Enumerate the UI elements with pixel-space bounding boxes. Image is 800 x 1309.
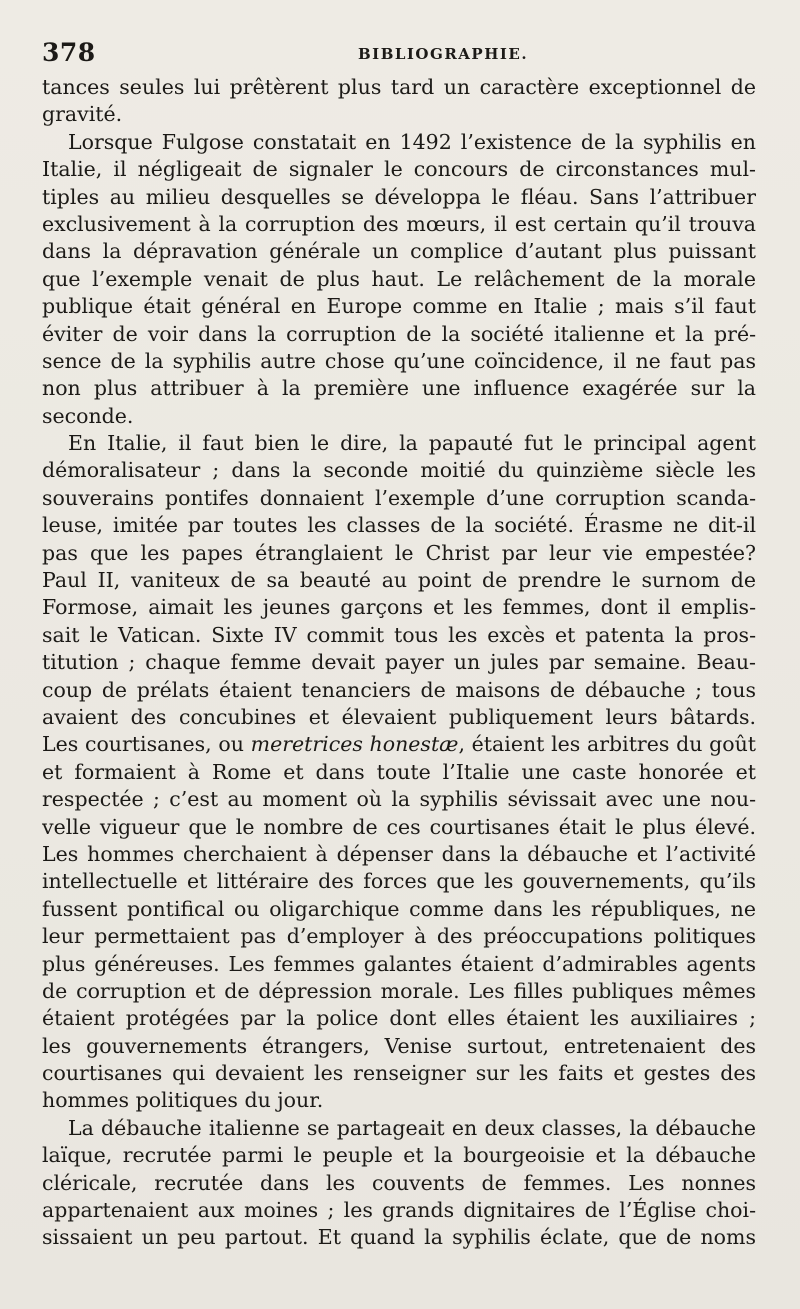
text-line: Les courtisanes, ou meretrices honestæ, étaient les arbitres du goût — [42, 732, 756, 757]
running-head: BIBLIOGRAPHIE. — [358, 45, 529, 63]
text-line: démoralisateur ; dans la seconde moitié du quinzième siècle les — [42, 458, 756, 483]
text-line: sence de la syphilis autre chose qu’une coïncidence, il ne faut pas — [42, 348, 756, 373]
text-line: hommes politiques du jour. — [42, 1088, 324, 1113]
text-line: étaient protégées par la police dont elles étaient les auxiliaires ; — [42, 1006, 756, 1031]
text-line: En Italie, il faut bien le dire, la papauté fut le principal agent — [68, 431, 756, 456]
text-line: Formose, aimait les jeunes garçons et les femmes, dont il emplis- — [42, 595, 756, 620]
text-line: tiples au milieu desquelles se développa le fléau. Sans l’attribuer — [42, 184, 756, 209]
text-line: laïque, recrutée parmi le peuple et la bourgeoisie et la débauche — [42, 1143, 756, 1168]
text-line: éviter de voir dans la corruption de la société italienne et la pré- — [42, 321, 756, 346]
text-line: intellectuelle et littéraire des forces que les gouvernements, qu’ils — [42, 869, 756, 894]
text-line: respectée ; c’est au moment où la syphilis sévissait avec une nou- — [42, 787, 756, 812]
text-line: appartenaient aux moines ; les grands dignitaires de l’Église choi- — [42, 1198, 756, 1223]
text-line: cléricale, recrutée dans les couvents de femmes. Les nonnes — [42, 1170, 756, 1195]
text-line: exclusivement à la corruption des mœurs, il est certain qu’il trouva — [42, 211, 756, 236]
text-line: Lorsque Fulgose constatait en 1492 l’existence de la syphilis en — [68, 129, 756, 154]
text-line: non plus attribuer à la première une influence exagérée sur la — [42, 376, 756, 401]
text-line: de corruption et de dépression morale. Les filles publiques mêmes — [42, 978, 756, 1003]
text-line: souverains pontifes donnaient l’exemple d’une corruption scanda- — [42, 485, 756, 510]
text-line: fussent pontifical ou oligarchique comme dans les républiques, ne — [42, 896, 756, 921]
text-line: gravité. — [42, 102, 123, 127]
text-line: Paul II, vaniteux de sa beauté au point de prendre le surnom de — [42, 568, 756, 593]
body-text — [42, 74, 756, 1252]
page-number: 378 — [42, 38, 96, 67]
text-line: sait le Vatican. Sixte IV commit tous les excès et patenta la pros- — [42, 622, 756, 647]
text-line: velle vigueur que le nombre de ces courtisanes était le plus élevé. — [42, 814, 756, 839]
page-header — [42, 38, 758, 68]
text-line: et formaient à Rome et dans toute l’Italie une caste honorée et — [42, 759, 756, 784]
text-line: leur permettaient pas d’employer à des préoccupations politiques — [42, 924, 756, 949]
text-line: pas que les papes étranglaient le Christ par leur vie empestée? — [42, 540, 756, 565]
text-line: les gouvernements étrangers, Venise surtout, entretenaient des — [42, 1033, 756, 1058]
text-line: leuse, imitée par toutes les classes de la société. Érasme ne dit-il — [42, 513, 756, 538]
text-line: La débauche italienne se partageait en deux classes, la débauche — [68, 1115, 756, 1140]
text-line: Les hommes cherchaient à dépenser dans la débauche et l’activité — [42, 841, 756, 866]
text-line: coup de prélats étaient tenanciers de maisons de débauche ; tous — [42, 677, 756, 702]
text-line: avaient des concubines et élevaient publiquement leurs bâtards. — [42, 704, 756, 729]
text-line: que l’exemple venait de plus haut. Le relâchement de la morale — [42, 266, 756, 291]
text-line: Italie, il négligeait de signaler le concours de circonstances mul- — [42, 157, 756, 182]
text-line: dans la dépravation générale un complice d’autant plus puissant — [42, 239, 756, 264]
italic-phrase: meretrices honestæ — [250, 732, 459, 757]
text-line: courtisanes qui devaient les renseigner sur les faits et gestes des — [42, 1061, 756, 1086]
text-line: publique était général en Europe comme en Italie ; mais s’il faut — [42, 294, 756, 319]
text-line: titution ; chaque femme devait payer un jules par semaine. Beau- — [42, 650, 756, 675]
text-line: tances seules lui prêtèrent plus tard un caractère exceptionnel de — [42, 75, 756, 99]
text-line: seconde. — [42, 403, 134, 428]
text-line: sissaient un peu partout. Et quand la syphilis éclate, que de noms — [42, 1225, 756, 1250]
text-line: plus généreuses. Les femmes galantes étaient d’admirables agents — [42, 951, 756, 976]
